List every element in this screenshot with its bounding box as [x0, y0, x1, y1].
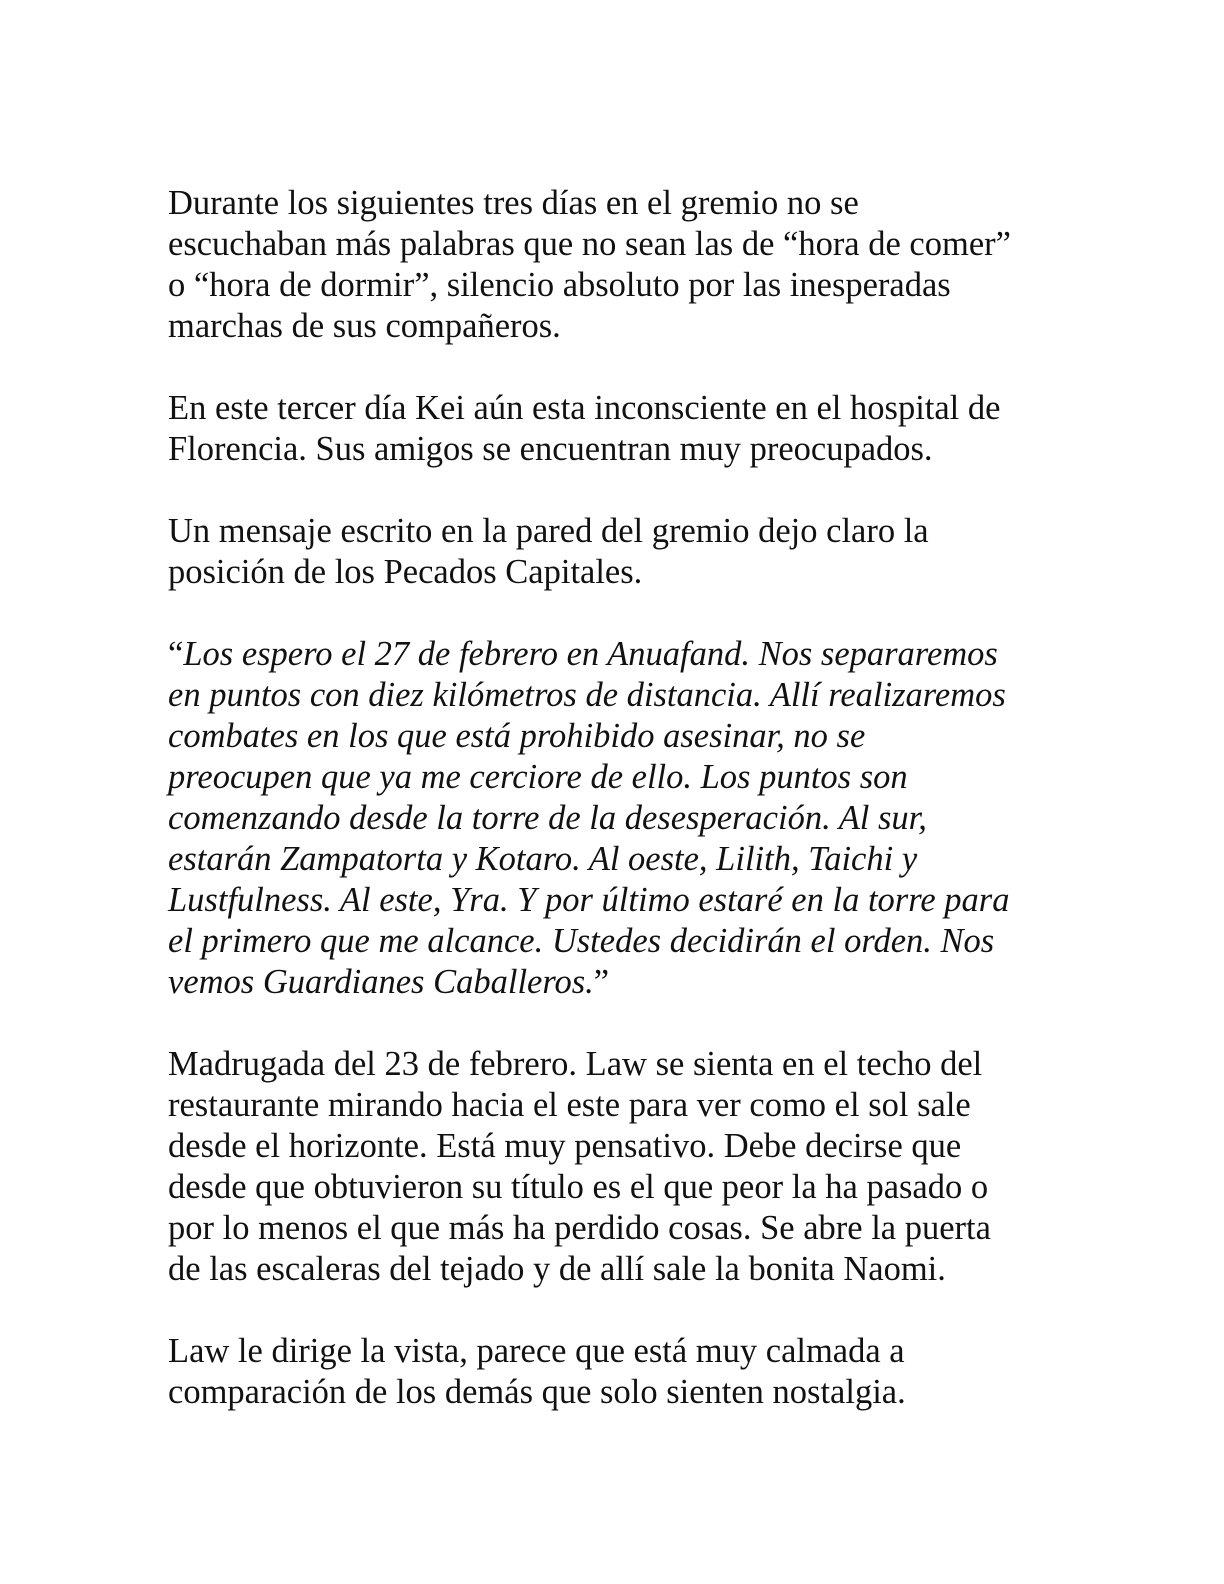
text-line: escuchaban más palabras que no sean las de “hora de comer” — [168, 225, 1011, 263]
text-line: En este tercer día Kei aún esta inconsciente en el hospital de — [168, 389, 1001, 427]
text-line — [168, 634, 1048, 675]
text-line: Durante los siguientes tres días en el gremio no se — [168, 184, 859, 222]
text-line: Un mensaje escrito en la pared del gremio dejo claro la — [168, 512, 929, 550]
text-line: por lo menos el que más ha perdido cosas. Se abre la puerta — [168, 1209, 991, 1247]
text-line: estarán Zampatorta y Kotaro. Al oeste, Lilith, Taichi y — [168, 840, 918, 878]
paragraph-1 — [168, 183, 1048, 347]
text-line: en puntos con diez kilómetros de distancia. Allí realizaremos — [168, 676, 1006, 714]
text-line: o “hora de dormir”, silencio absoluto por las inesperadas — [168, 266, 951, 304]
text-line — [168, 962, 1048, 1003]
text-line: comparación de los demás que solo sienten nostalgia. — [168, 1373, 906, 1411]
text-line: Lustfulness. Al este, Yra. Y por último estaré en la torre para — [168, 881, 1010, 919]
text-line: Law le dirige la vista, parece que está muy calmada a — [168, 1332, 905, 1370]
text-line: preocupen que ya me cerciore de ello. Los puntos son — [168, 758, 908, 796]
text-line: Madrugada del 23 de febrero. Law se sienta en el techo del — [168, 1045, 983, 1083]
quoted-message — [168, 634, 1048, 1003]
document-page — [168, 183, 1048, 1454]
text-line: desde el horizonte. Está muy pensativo. Debe decirse que — [168, 1127, 962, 1165]
text-line: restaurante mirando hacia el este para ver como el sol sale — [168, 1086, 971, 1124]
open-quote: “ — [168, 635, 184, 673]
text-line: comenzando desde la torre de la desesperación. Al sur, — [168, 799, 927, 837]
paragraph-3 — [168, 511, 1048, 593]
text-line: el primero que me alcance. Ustedes decidirán el orden. Nos — [168, 922, 995, 960]
text-line: desde que obtuvieron su título es el que peor la ha pasado o — [168, 1168, 989, 1206]
text-line: Florencia. Sus amigos se encuentran muy preocupados. — [168, 430, 933, 468]
text-line: combates en los que está prohibido asesinar, no se — [168, 717, 866, 755]
quote-line-text: Los espero el 27 de febrero en Anuafand. Nos separaremos — [183, 635, 998, 673]
paragraph-5 — [168, 1044, 1048, 1290]
paragraph-6 — [168, 1331, 1048, 1413]
text-line: de las escaleras del tejado y de allí sale la bonita Naomi. — [168, 1250, 946, 1288]
close-quote: ” — [593, 963, 610, 1001]
quote-line-text: vemos Guardianes Caballeros. — [168, 963, 594, 1001]
text-line: marchas de sus compañeros. — [168, 307, 561, 345]
text-line: posición de los Pecados Capitales. — [168, 553, 643, 591]
paragraph-2 — [168, 388, 1048, 470]
